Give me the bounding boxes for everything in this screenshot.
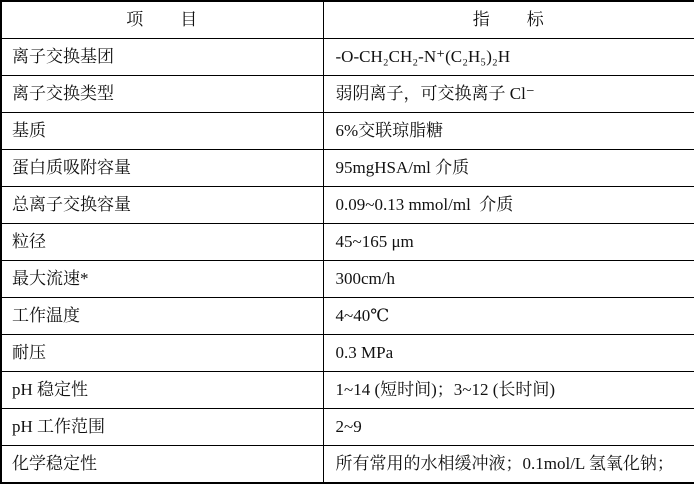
header-row — [1, 1, 694, 39]
header-item: 项 目 — [1, 1, 323, 39]
item-cell: 最大流速* — [1, 260, 323, 297]
table-row — [1, 149, 694, 186]
table-row — [1, 445, 694, 483]
item-cell: 工作温度 — [1, 297, 323, 334]
table-row — [1, 408, 694, 445]
spec-cell: 95mgHSA/ml 介质 — [323, 149, 694, 186]
item-cell: 离子交换类型 — [1, 75, 323, 112]
spec-cell: 0.3 MPa — [323, 334, 694, 371]
table-row — [1, 112, 694, 149]
item-cell: pH 工作范围 — [1, 408, 323, 445]
spec-cell: 300cm/h — [323, 260, 694, 297]
table-row — [1, 186, 694, 223]
table-row — [1, 260, 694, 297]
header-spec: 指 标 — [323, 1, 694, 39]
item-cell: 蛋白质吸附容量 — [1, 149, 323, 186]
spec-cell: 45~165 μm — [323, 223, 694, 260]
item-cell: 离子交换基团 — [1, 39, 323, 76]
spec-cell: 4~40℃ — [323, 297, 694, 334]
spec-cell: 1~14 (短时间)；3~12 (长时间) — [323, 371, 694, 408]
spec-cell: -O-CH₂CH₂-N⁺(C₂H₅)₂H — [323, 39, 694, 76]
item-cell: 基质 — [1, 112, 323, 149]
table-row — [1, 371, 694, 408]
item-cell: 粒径 — [1, 223, 323, 260]
item-cell: 总离子交换容量 — [1, 186, 323, 223]
spec-cell: 2~9 — [323, 408, 694, 445]
item-cell: pH 稳定性 — [1, 371, 323, 408]
table-row — [1, 75, 694, 112]
table-row — [1, 39, 694, 76]
table-row — [1, 334, 694, 371]
spec-cell: 所有常用的水相缓冲液；0.1mol/L 氢氧化钠； — [323, 445, 694, 483]
table-row — [1, 297, 694, 334]
spec-cell: 0.09~0.13 mmol/ml 介质 — [323, 186, 694, 223]
item-cell: 耐压 — [1, 334, 323, 371]
item-cell: 化学稳定性 — [1, 445, 323, 483]
spec-cell: 弱阴离子，可交换离子 Cl⁻ — [323, 75, 694, 112]
table-row — [1, 223, 694, 260]
spec-cell: 6%交联琼脂糖 — [323, 112, 694, 149]
